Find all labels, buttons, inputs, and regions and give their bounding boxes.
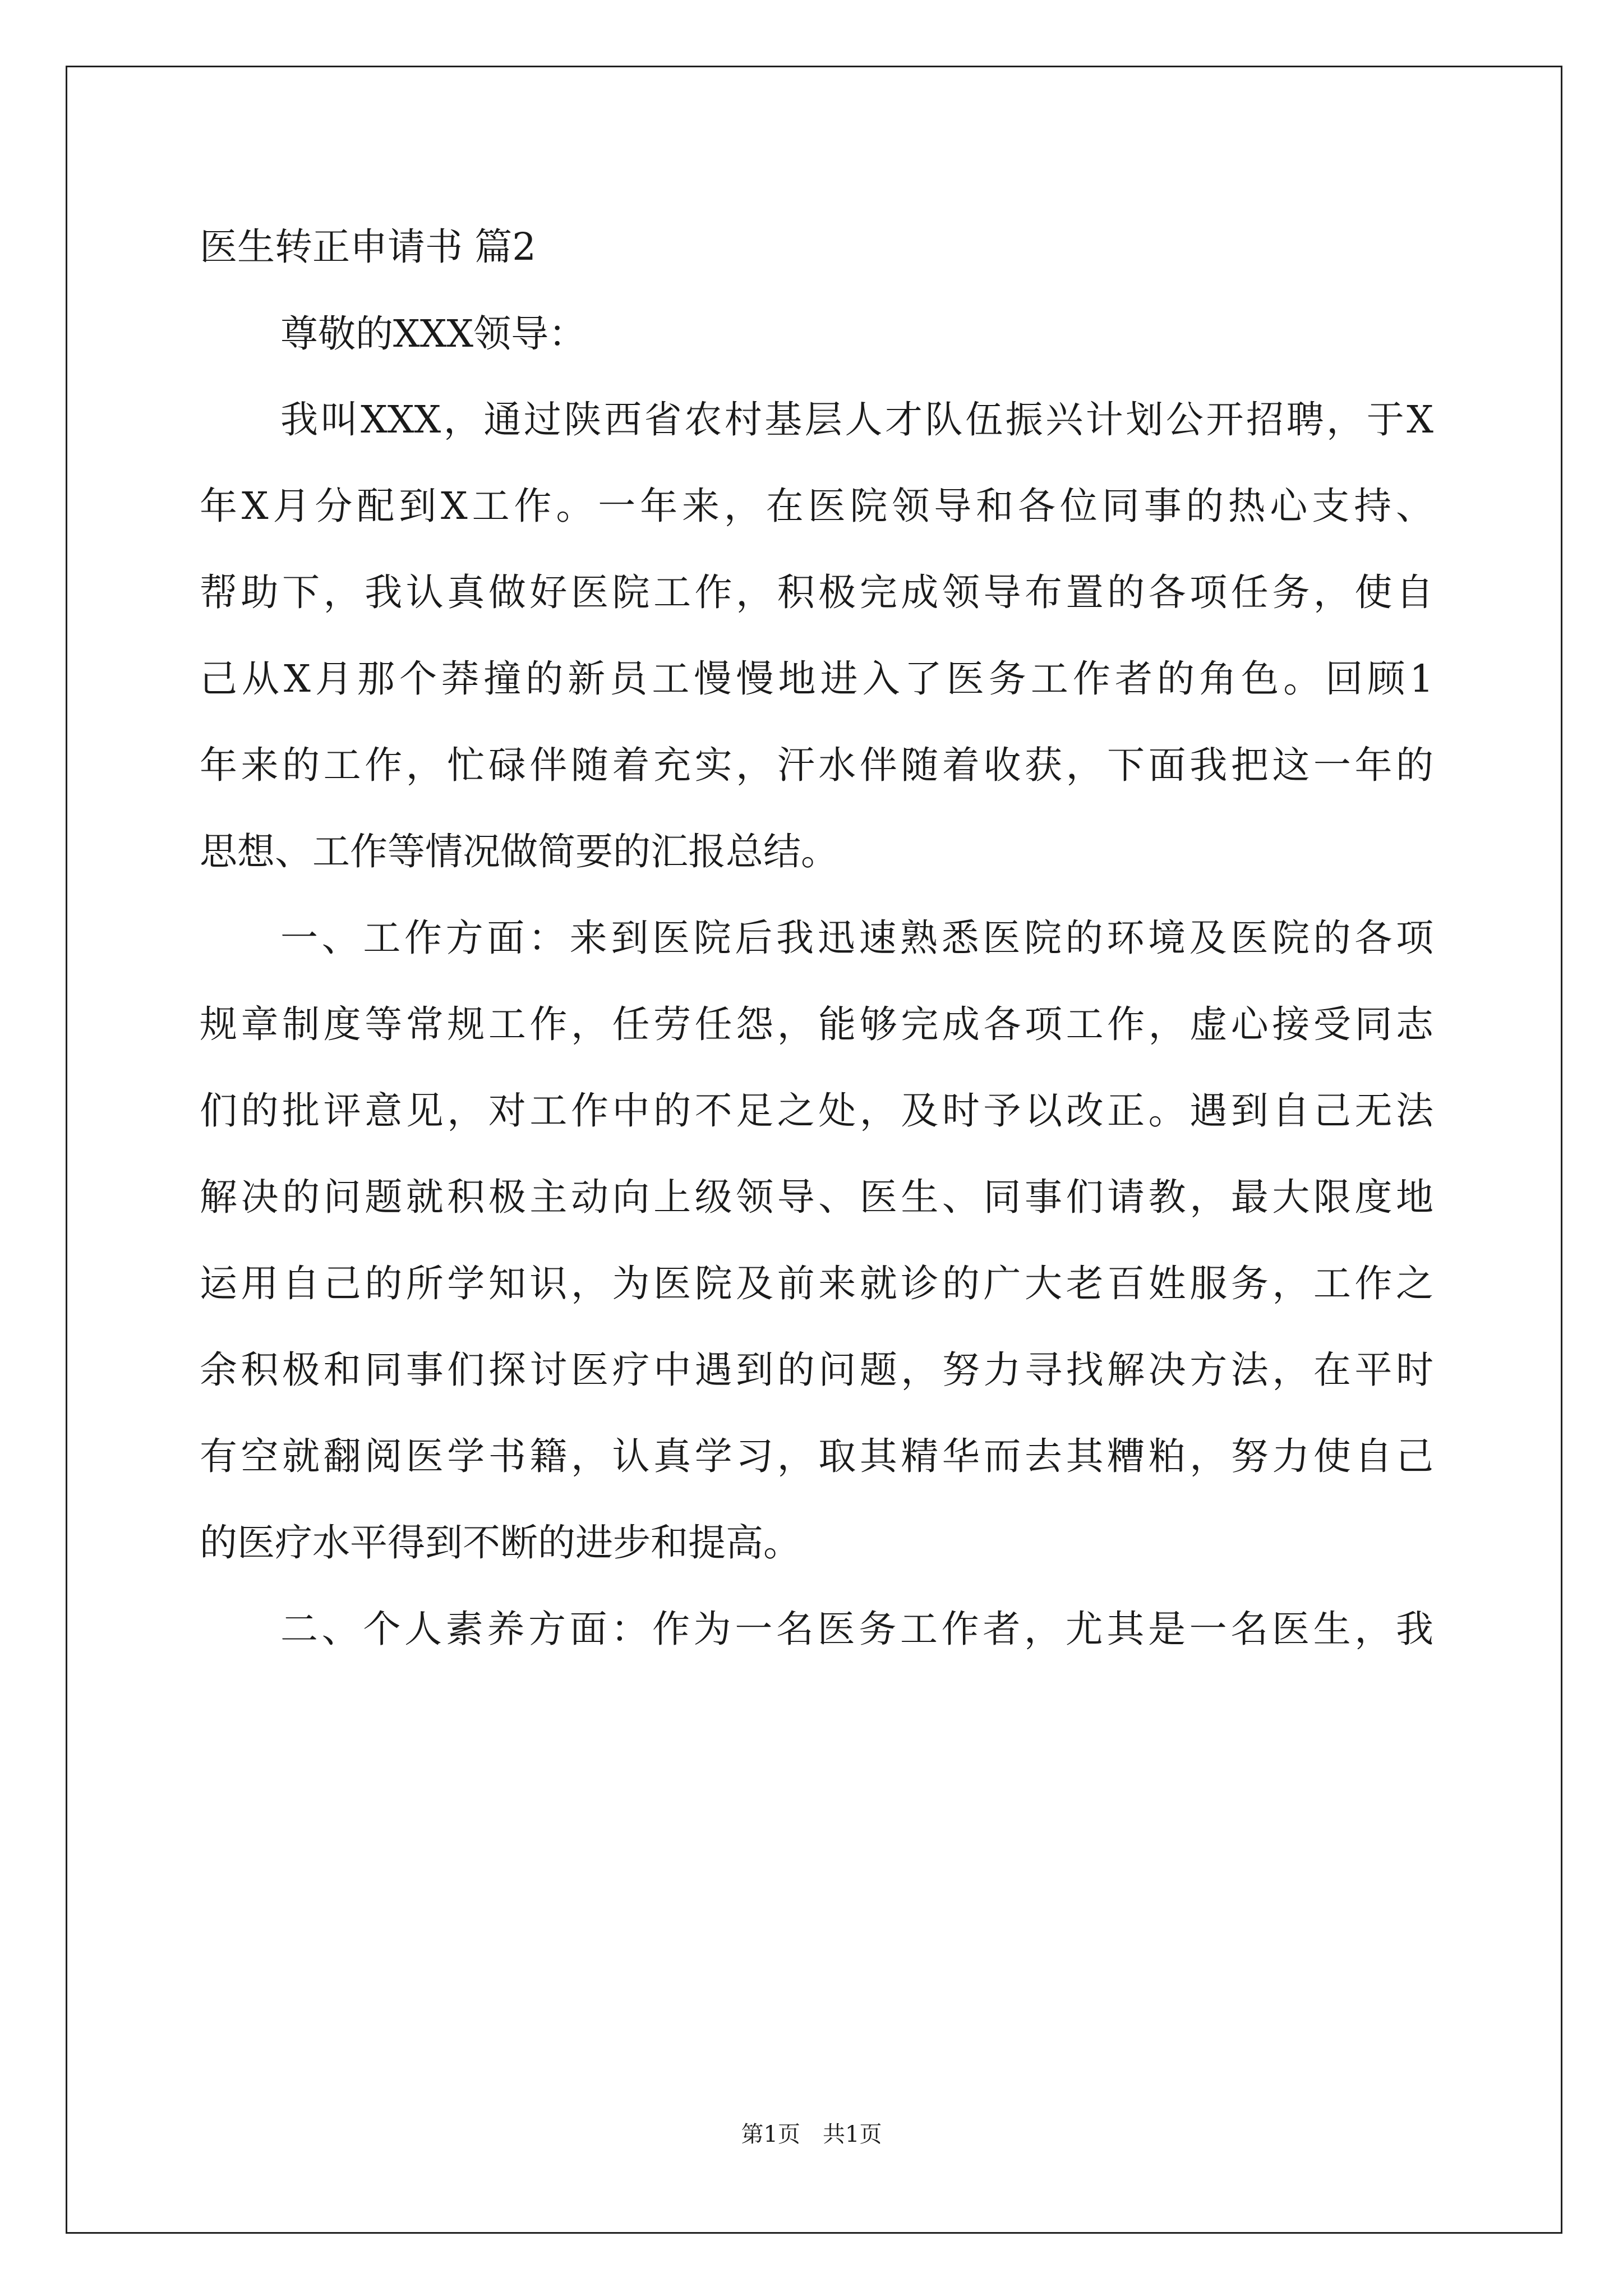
- paragraph-line: 的医疗水平得到不断的进步和提高。: [200, 1521, 801, 1565]
- paragraph-line: 思想、工作等情况做简要的汇报总结。: [200, 830, 838, 873]
- paragraph-line: 年来的工作，忙碌伴随着充实，汗水伴随着收获，下面我把这一年的: [200, 743, 1433, 787]
- paragraph-line: 年X月分配到X工作。一年来，在医院领导和各位同事的热心支持、: [200, 484, 1433, 528]
- paragraph-line: 有空就翻阅医学书籍，认真学习，取其精华而去其糟粕，努力使自己: [200, 1434, 1433, 1478]
- paragraph-line: 余积极和同事们探讨医疗中遇到的问题，努力寻找解决方法，在平时: [200, 1348, 1433, 1392]
- paragraph-line: 运用自己的所学知识，为医院及前来就诊的广大老百姓服务，工作之: [200, 1262, 1433, 1305]
- document-title: 医生转正申请书 篇2: [200, 225, 536, 269]
- paragraph-line: 帮助下，我认真做好医院工作，积极完成领导布置的各项任务，使自: [200, 570, 1433, 614]
- paragraph-line: 一、工作方面：来到医院后我迅速熟悉医院的环境及医院的各项: [280, 916, 1433, 960]
- paragraph-line: 解决的问题就积极主动向上级领导、医生、同事们请教，最大限度地: [200, 1175, 1433, 1219]
- page-number-footer: 第1页 共1页: [741, 2122, 882, 2147]
- paragraph-line: 们的批评意见，对工作中的不足之处，及时予以改正。遇到自己无法: [200, 1089, 1433, 1133]
- paragraph-line: 我叫XXX，通过陕西省农村基层人才队伍振兴计划公开招聘，于X: [280, 398, 1433, 441]
- salutation: 尊敬的XXX领导：: [280, 312, 587, 356]
- paragraph-line: 规章制度等常规工作，任劳任怨，能够完成各项工作，虚心接受同志: [200, 1002, 1433, 1046]
- paragraph-line: 己从X月那个莽撞的新员工慢慢地进入了医务工作者的角色。回顾1: [200, 657, 1433, 701]
- page-border: [66, 66, 1562, 2234]
- paragraph-line: 二、个人素养方面：作为一名医务工作者，尤其是一名医生，我: [280, 1607, 1433, 1651]
